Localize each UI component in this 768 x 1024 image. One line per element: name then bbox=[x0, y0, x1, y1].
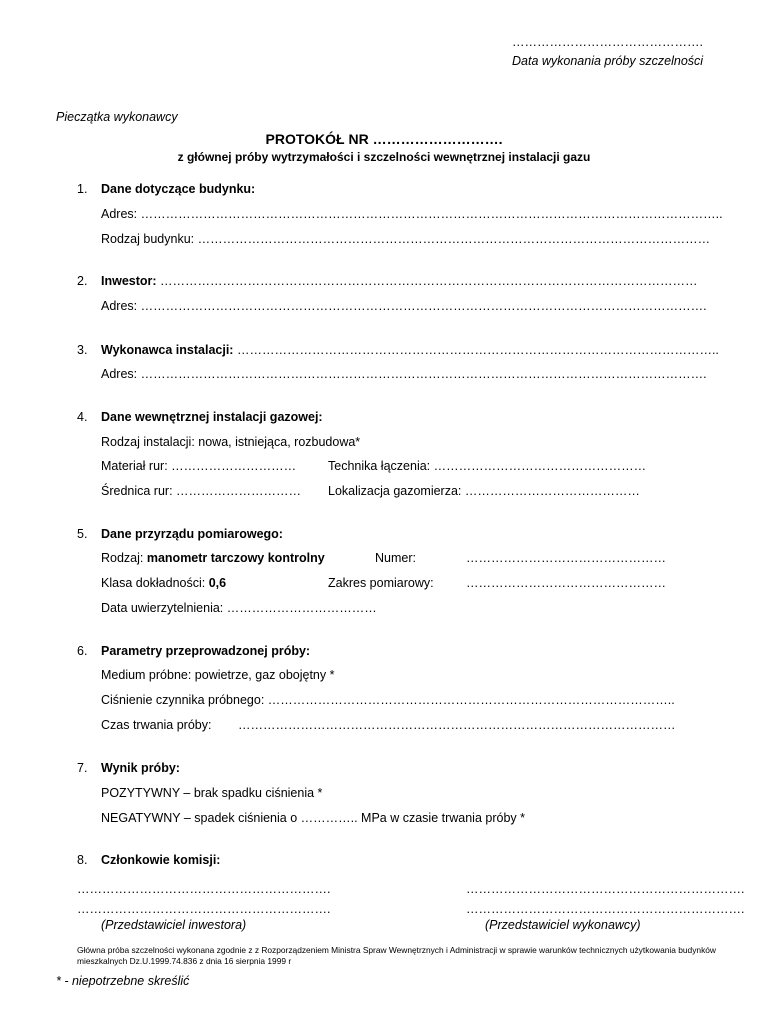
document-subtitle: z głównej próby wytrzymałości i szczelności wewnętrznej instalacji gazu bbox=[177, 150, 591, 164]
section-number: 6. bbox=[77, 644, 88, 658]
document-title: PROTOKÓŁ NR ………………………. bbox=[265, 131, 503, 147]
stamp-label: Pieczątka wykonawcy bbox=[56, 110, 178, 124]
instrument-kind-field bbox=[101, 551, 325, 565]
instrument-kind-label: Rodzaj: bbox=[101, 551, 147, 565]
pipe-material-field: Materiał rur: ………………………… bbox=[101, 459, 297, 473]
result-negative: NEGATYWNY – spadek ciśnienia o ………….. MPa w czasie trwania próby * bbox=[101, 811, 525, 825]
legal-footnote: Główna próba szczelności wykonana zgodnie z z Rozporządzeniem Ministra Spraw Wewnętrznych i Administracji w sprawie warunków technicznych użytkowania budynków mieszkalnych Dz.U.1999.74.836 z dnia 16 sierpnia 1999 r bbox=[77, 945, 716, 966]
section-title: Dane wewnętrznej instalacji gazowej: bbox=[101, 410, 323, 424]
test-duration-dots: …………………………………………………………………………………………… bbox=[238, 718, 676, 732]
date-label: Data wykonania próby szczelności bbox=[512, 54, 704, 68]
section-number: 8. bbox=[77, 853, 88, 867]
meter-location-field: Lokalizacja gazomierza: …………………………………… bbox=[328, 484, 640, 498]
test-duration-label: Czas trwania próby: bbox=[101, 718, 212, 732]
date-dots: ………………………………………. bbox=[512, 35, 703, 49]
section-number: 3. bbox=[77, 343, 88, 357]
section-number: 7. bbox=[77, 761, 88, 775]
contractor-signature-line: …………………………………………………………. bbox=[466, 882, 745, 896]
section-title: Członkowie komisji: bbox=[101, 853, 221, 867]
section-title: Parametry przeprowadzonej próby: bbox=[101, 644, 311, 658]
investor-field bbox=[101, 274, 698, 288]
contractor-representative-label: (Przedstawiciel wykonawcy) bbox=[485, 918, 641, 932]
measuring-range-label: Zakres pomiarowy: bbox=[328, 576, 434, 590]
contractor-field bbox=[101, 343, 719, 357]
installation-type: Rodzaj instalacji: nowa, istniejąca, rozbudowa* bbox=[101, 435, 361, 449]
measuring-range-dots: ………………………………………… bbox=[466, 576, 666, 590]
accuracy-class-label: Klasa dokładności: bbox=[101, 576, 209, 590]
accuracy-class-field bbox=[101, 576, 226, 590]
investor-dots: ………………………………………………………………………………………………………………… bbox=[160, 274, 698, 288]
pipe-diameter-field: Średnica rur: ………………………… bbox=[101, 484, 302, 498]
contractor-signature-line: …………………………………………………………. bbox=[466, 902, 745, 916]
section-number: 2. bbox=[77, 274, 88, 288]
section-title: Dane dotyczące budynku: bbox=[101, 182, 256, 196]
section-number: 1. bbox=[77, 182, 88, 196]
investor-representative-label: (Przedstawiciel inwestora) bbox=[101, 918, 247, 932]
test-medium: Medium próbne: powietrze, gaz obojętny * bbox=[101, 668, 335, 682]
test-pressure-field: Ciśnienie czynnika próbnego: …………………………………………………………………………………….. bbox=[101, 693, 675, 707]
contractor-dots: …………………………………………………………………………………………………….. bbox=[236, 343, 719, 357]
section-number: 4. bbox=[77, 410, 88, 424]
accuracy-class-value: 0,6 bbox=[208, 576, 227, 590]
section-title: Wykonawca instalacji: bbox=[101, 343, 234, 357]
contractor-address-field: Adres: ………………………………………………………………………………………………………………………. bbox=[101, 367, 707, 381]
building-type-field: Rodzaj budynku: …………………………………………………………………………………………………………… bbox=[101, 232, 711, 246]
strike-note: * - niepotrzebne skreślić bbox=[56, 974, 190, 988]
result-positive: POZYTYWNY – brak spadku ciśnienia * bbox=[101, 786, 323, 800]
instrument-number-dots: ………………………………………… bbox=[466, 551, 666, 565]
instrument-number-label: Numer: bbox=[375, 551, 416, 565]
investor-address-field: Adres: ………………………………………………………………………………………………………………………. bbox=[101, 299, 707, 313]
instrument-kind-value: manometr tarczowy kontrolny bbox=[146, 551, 325, 565]
legalization-date-field: Data uwierzytelnienia: ……………………………… bbox=[101, 601, 377, 615]
investor-signature-line: ……………………………………………………. bbox=[77, 882, 331, 896]
building-address-field: Adres: ………………………………………………………………………………………………………………………….. bbox=[101, 207, 723, 221]
section-number: 5. bbox=[77, 527, 88, 541]
joint-technique-field: Technika łączenia: …………………………………………… bbox=[328, 459, 647, 473]
investor-signature-line: ……………………………………………………. bbox=[77, 902, 331, 916]
section-title: Dane przyrządu pomiarowego: bbox=[101, 527, 283, 541]
section-title: Wynik próby: bbox=[101, 761, 180, 775]
section-title: Inwestor: bbox=[101, 274, 157, 288]
